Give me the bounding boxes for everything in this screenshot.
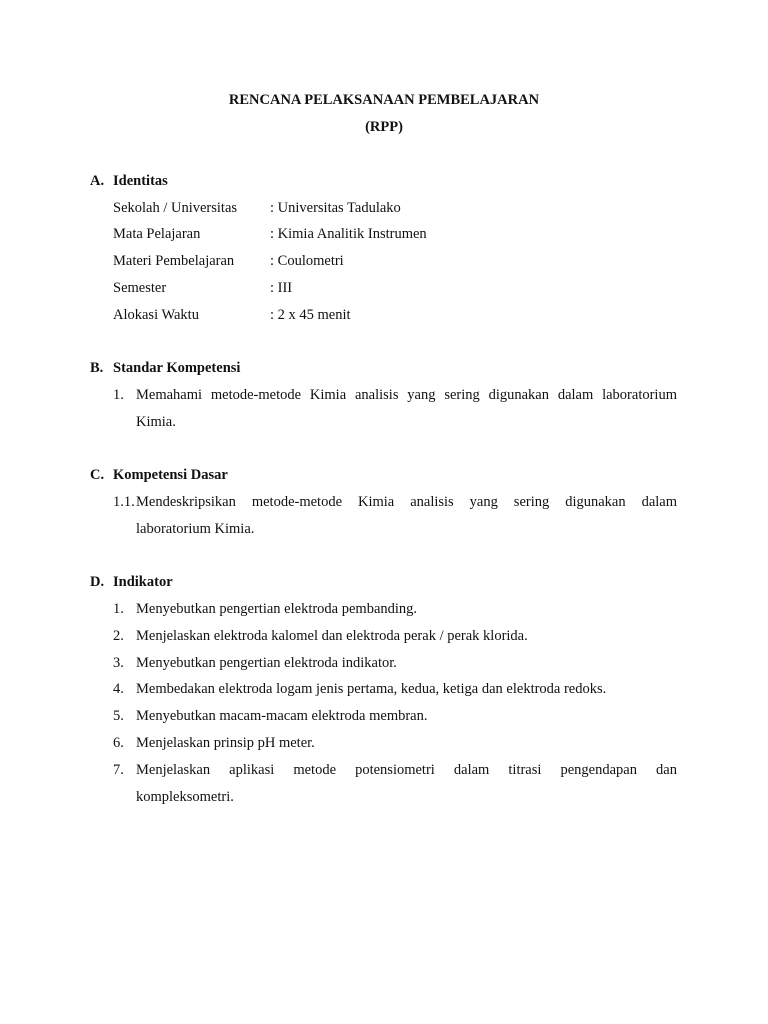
identity-value: : Coulometri (270, 253, 344, 269)
identity-label: Alokasi Waktu (113, 307, 199, 323)
document-subtitle: (RPP) (365, 119, 403, 135)
list-item-text: Menyebutkan pengertian elektroda pembanding. (136, 601, 418, 617)
section-c-letter: C. (90, 467, 105, 483)
list-item-number: 1. (113, 387, 124, 403)
section-a-heading: Identitas (113, 173, 168, 189)
list-item-text-continued: Kimia. (136, 414, 176, 430)
list-item-number: 7. (113, 762, 124, 778)
identity-label: Sekolah / Universitas (113, 200, 238, 216)
list-item-number: 5. (113, 708, 124, 724)
list-item-text (136, 494, 677, 511)
list-item-text: Menyebutkan macam-macam elektroda membran. (136, 708, 428, 724)
list-item-number: 6. (113, 735, 124, 751)
list-item-text (136, 387, 677, 404)
section-a-letter: A. (90, 173, 105, 189)
section-d-heading: Indikator (113, 574, 173, 590)
identity-value: : Kimia Analitik Instrumen (270, 226, 427, 242)
section-b-letter: B. (90, 360, 104, 376)
section-b-heading: Standar Kompetensi (113, 360, 241, 376)
identity-value: : Universitas Tadulako (270, 200, 401, 216)
identity-value: : III (270, 280, 293, 296)
list-item-text-continued: laboratorium Kimia. (136, 521, 255, 537)
list-item-number: 4. (113, 681, 124, 697)
list-item-text (136, 762, 677, 779)
section-c-heading: Kompetensi Dasar (113, 467, 228, 483)
list-item-number: 3. (113, 655, 124, 671)
identity-label: Materi Pembelajaran (113, 253, 235, 269)
list-item-number: 1.1. (113, 494, 135, 510)
list-item-number: 2. (113, 628, 124, 644)
list-item-text: Menjelaskan prinsip pH meter. (136, 735, 315, 751)
section-d-letter: D. (90, 574, 105, 590)
list-item-text-continued: kompleksometri. (136, 789, 234, 805)
identity-label: Mata Pelajaran (113, 226, 201, 242)
list-item-text: Membedakan elektroda logam jenis pertama, kedua, ketiga dan elektroda redoks. (136, 681, 607, 697)
list-item-text: Menjelaskan elektroda kalomel dan elektroda perak / perak klorida. (136, 628, 528, 644)
list-item-text-line: Menjelaskan aplikasi metode potensiometri dalam titrasi pengendapan dan (136, 762, 677, 778)
identity-value: : 2 x 45 menit (270, 307, 351, 323)
list-item-text-line: Memahami metode-metode Kimia analisis yang sering digunakan dalam laboratorium (136, 387, 677, 403)
list-item-number: 1. (113, 601, 124, 617)
list-item-text-line: Mendeskripsikan metode-metode Kimia analisis yang sering digunakan dalam (136, 494, 677, 510)
identity-label: Semester (113, 280, 167, 296)
list-item-text: Menyebutkan pengertian elektroda indikator. (136, 655, 397, 671)
document-title: RENCANA PELAKSANAAN PEMBELAJARAN (228, 92, 540, 108)
